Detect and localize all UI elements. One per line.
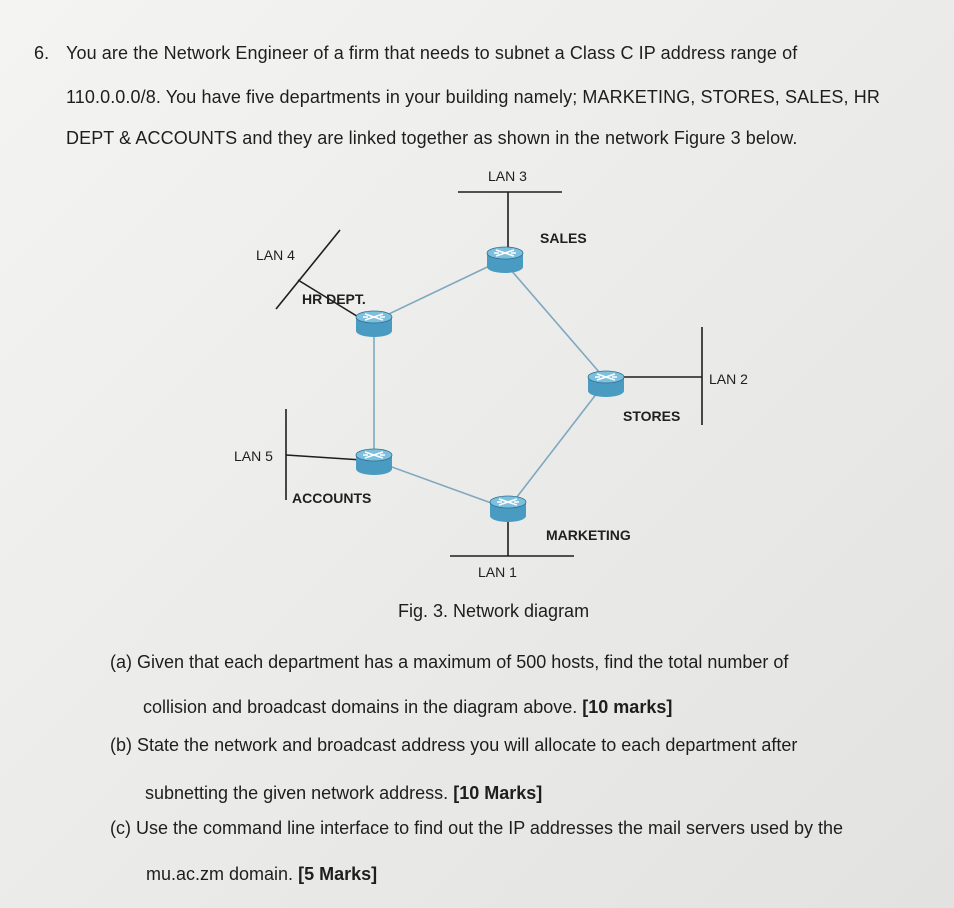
question-line-1: You are the Network Engineer of a firm that needs to subnet a Class C IP address range of — [66, 43, 798, 63]
part-a-marks: [10 marks] — [582, 697, 673, 717]
link-stores-marketing — [510, 384, 604, 506]
router-hr-icon — [356, 311, 392, 337]
link-accounts-marketing — [378, 462, 505, 508]
router-stores-icon — [588, 371, 624, 397]
part-a-line-1 — [110, 652, 788, 673]
label-lan4: LAN 4 — [256, 247, 295, 263]
part-b-label: (b) — [110, 735, 132, 755]
question-line-2: 110.0.0.0/8. You have five departments in your building namely; MARKETING, STORES, SALES, HR — [66, 87, 880, 107]
router-marketing-icon — [490, 496, 526, 522]
part-c-label: (c) — [110, 818, 131, 838]
label-marketing: MARKETING — [546, 527, 631, 543]
part-c-text-1: Use the command line interface to find out the IP addresses the mail servers used by the — [136, 818, 844, 838]
part-b-line-1 — [110, 735, 797, 756]
label-lan3: LAN 3 — [488, 168, 527, 184]
label-stores: STORES — [623, 408, 681, 424]
router-accounts-icon — [356, 449, 392, 475]
label-accounts: ACCOUNTS — [292, 490, 372, 506]
part-b-line-2 — [145, 783, 542, 804]
part-c-line-1 — [110, 818, 843, 839]
lan5-drop — [286, 455, 362, 460]
figure-caption: Fig. 3. Network diagram — [398, 601, 590, 621]
part-a-line-2 — [143, 697, 672, 718]
part-a-text-2: collision and broadcast domains in the diagram above. — [143, 697, 578, 717]
part-c-line-2 — [146, 864, 377, 885]
part-a-label: (a) — [110, 652, 132, 672]
part-a-text-1: Given that each department has a maximum of 500 hosts, find the total number of — [137, 652, 789, 672]
part-b-text-1: State the network and broadcast address you will allocate to each department after — [137, 735, 798, 755]
link-sales-stores — [504, 262, 606, 380]
network-links — [372, 260, 606, 508]
label-lan2: LAN 2 — [709, 371, 748, 387]
part-b-marks: [10 Marks] — [453, 783, 543, 803]
label-lan5: LAN 5 — [234, 448, 273, 464]
label-hr: HR DEPT. — [302, 291, 366, 307]
label-lan1: LAN 1 — [478, 564, 517, 580]
label-sales: SALES — [540, 230, 587, 246]
part-b-text-2: subnetting the given network address. — [145, 783, 449, 803]
link-hr-sales — [372, 260, 502, 322]
router-sales-icon — [487, 247, 523, 273]
part-c-marks: [5 Marks] — [298, 864, 378, 884]
question-number: 6. — [34, 43, 50, 63]
part-c-text-2: mu.ac.zm domain. — [146, 864, 294, 884]
question-line-3: DEPT & ACCOUNTS and they are linked together as shown in the network Figure 3 below. — [66, 128, 798, 148]
